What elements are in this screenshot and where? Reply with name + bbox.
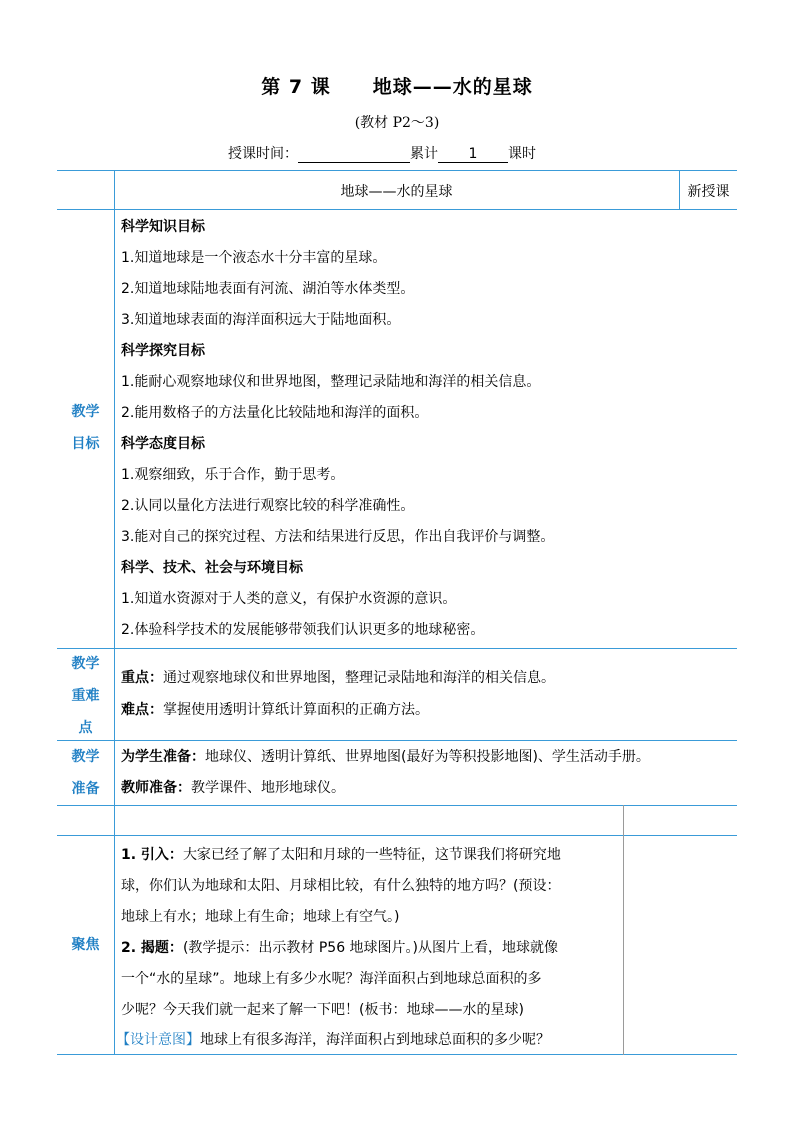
objective-heading: 科学态度目标 xyxy=(121,436,205,452)
table-bottom-border xyxy=(57,1054,737,1055)
row-divider xyxy=(57,209,737,210)
teacher-prep: 教师准备：教学课件、地形地球仪。 xyxy=(121,780,345,796)
time-blank[interactable] xyxy=(298,146,410,163)
intro-line-1: 1. 引入：大家已经了解了太阳和月球的一些特征，这节课我们将研究地 xyxy=(121,847,561,863)
label-column-divider xyxy=(114,170,115,1055)
reveal-line-3: 少呢？今天我们就一起来了解一下吧！(板书：地球——水的星球) xyxy=(121,1002,524,1018)
table-top-border xyxy=(57,170,737,171)
intro-line-2: 球，你们认为地球和太阳、月球相比较，有什么独特的地方吗？(预设： xyxy=(121,878,561,894)
objective-item: 3.知道地球表面的海洋面积远大于陆地面积。 xyxy=(121,312,401,328)
objective-item: 1.知道水资源对于人类的意义，有保护水资源的意识。 xyxy=(121,591,457,607)
notes-column-divider xyxy=(623,805,624,1055)
objective-item: 1.知道地球是一个液态水十分丰富的星球。 xyxy=(121,250,387,266)
row-divider xyxy=(57,805,737,806)
textbook-pages: (教材 P2～3) xyxy=(354,115,440,131)
objective-item: 2.知道地球陆地表面有河流、湖泊等水体类型。 xyxy=(121,281,415,297)
lesson-topic: 地球——水的星球 xyxy=(340,184,453,200)
row-divider xyxy=(57,835,737,836)
reveal-line-2: 一个“水的星球”。地球上有多少水呢？海洋面积占到地球总面积的多 xyxy=(121,971,542,987)
lesson-title: 地球——水的星球 xyxy=(372,76,533,98)
row-divider xyxy=(57,648,737,649)
student-prep: 为学生准备：地球仪、透明计算纸、世界地图(最好为等积投影地图)、学生活动手册。 xyxy=(121,749,650,765)
lesson-type: 新授课 xyxy=(687,184,730,200)
focus-label: 聚焦 xyxy=(71,937,100,953)
objective-heading: 科学探究目标 xyxy=(121,343,205,359)
objective-item: 3.能对自己的探究过程、方法和结果进行反思，作出自我评价与调整。 xyxy=(121,529,555,545)
design-intent: 【设计意图】地球上有很多海洋，海洋面积占到地球总面积的多少呢？ xyxy=(116,1032,550,1048)
prep-label: 教学 准备 xyxy=(71,749,100,797)
objective-heading: 科学、技术、社会与环境目标 xyxy=(121,560,303,576)
class-time-line xyxy=(228,143,536,163)
objectives-label: 教学 目标 xyxy=(71,404,100,452)
objective-item: 2.能用数格子的方法量化比较陆地和海洋的面积。 xyxy=(121,405,429,421)
keypoints-label: 教学 重难 点 xyxy=(71,656,100,736)
lesson-number: 第 7 课 xyxy=(261,76,331,98)
intro-line-3: 地球上有水；地球上有生命；地球上有空气。) xyxy=(121,909,400,925)
objective-item: 2.体验科学技术的发展能够带领我们认识更多的地球秘密。 xyxy=(121,622,485,638)
objective-item: 1.能耐心观察地球仪和世界地图，整理记录陆地和海洋的相关信息。 xyxy=(121,374,541,390)
page-title xyxy=(0,72,794,99)
unit-label: 课时 xyxy=(508,146,536,162)
total-label: 累计 xyxy=(410,146,438,162)
key-point: 重点：通过观察地球仪和世界地图，整理记录陆地和海洋的相关信息。 xyxy=(121,670,555,686)
time-label: 授课时间： xyxy=(228,146,298,162)
objective-item: 1.观察细致，乐于合作，勤于思考。 xyxy=(121,467,345,483)
total-blank[interactable]: 1 xyxy=(438,146,508,163)
objective-heading: 科学知识目标 xyxy=(121,219,205,235)
objective-item: 2.认同以量化方法进行观察比较的科学准确性。 xyxy=(121,498,415,514)
row-divider xyxy=(57,740,737,741)
reveal-line-1: 2. 揭题：(教学提示：出示教材 P56 地球图片。)从图片上看，地球就像 xyxy=(121,940,559,956)
difficult-point: 难点：掌握使用透明计算纸计算面积的正确方法。 xyxy=(121,702,429,718)
